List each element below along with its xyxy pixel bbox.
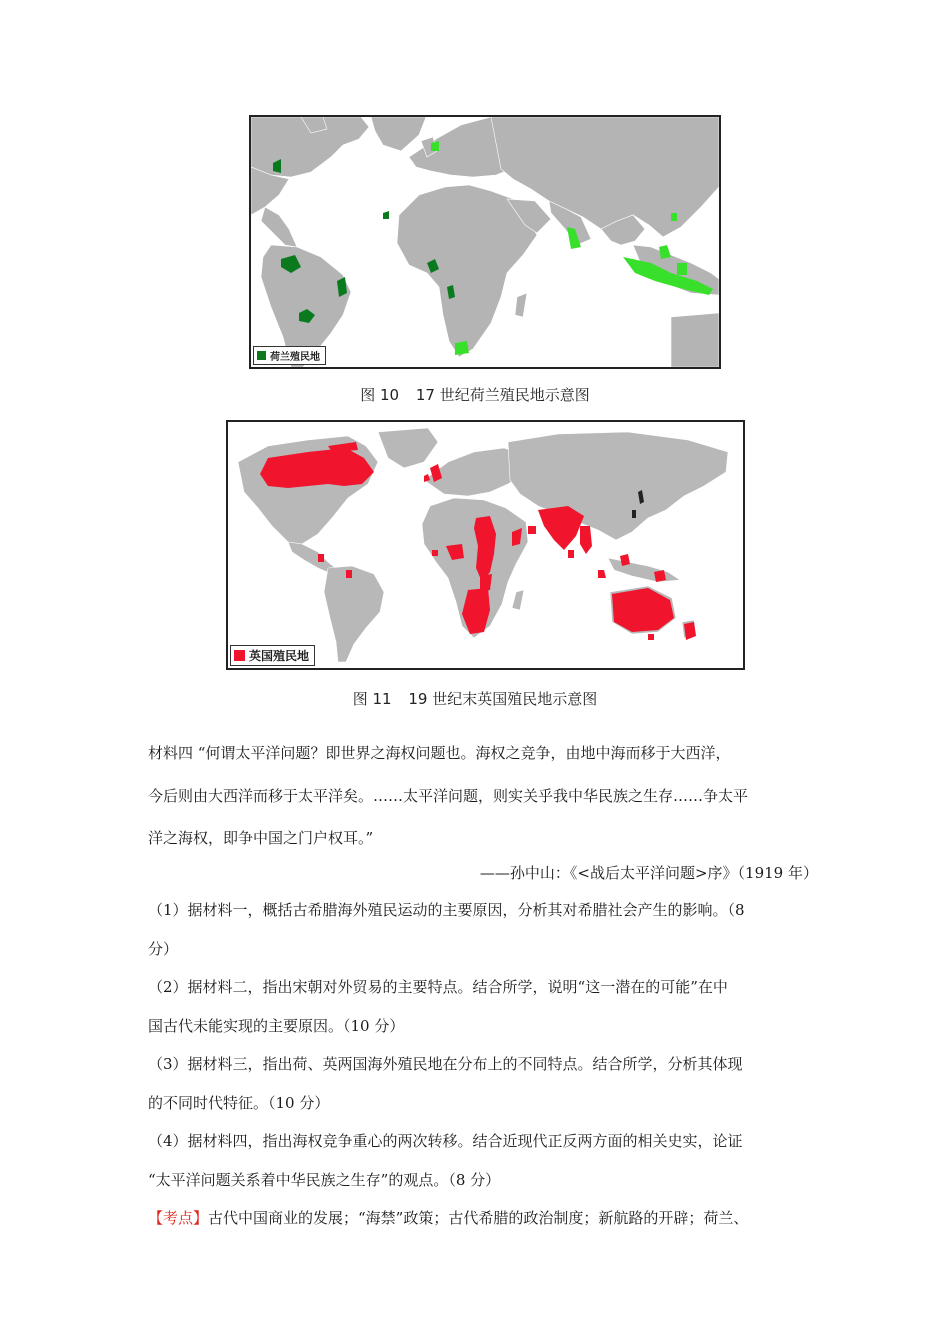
question-line: 的不同时代特征。（10 分） <box>148 1094 330 1112</box>
material4-line: 今后则由大西洋而移于太平洋矣。……太平洋问题，则实关乎我中华民族之生存……争太平 <box>148 787 749 805</box>
dutch-colonies-map <box>249 115 721 369</box>
legend-swatch <box>234 650 245 661</box>
legend-label: 荷兰殖民地 <box>270 352 320 363</box>
material4-source: ——孙中山：《<战后太平洋问题>序》（1919 年） <box>479 864 818 882</box>
question-line: （3）据材料三，指出荷、英两国海外殖民地在分布上的不同特点。结合所学，分析其体现 <box>148 1055 743 1073</box>
figure-caption <box>0 384 950 405</box>
figure-number: 图 11 <box>352 690 392 708</box>
question-line: 国古代未能实现的主要原因。（10 分） <box>148 1017 405 1035</box>
figure-caption <box>0 688 950 709</box>
british-colonies-map <box>226 420 745 670</box>
kaodian-line <box>148 1209 818 1228</box>
kaodian-label: 【考点】 <box>148 1209 209 1227</box>
kaodian-text: 古代中国商业的发展；“海禁”政策；古代希腊的政治制度；新航路的开辟；荷兰、 <box>208 1209 749 1227</box>
world-map-dutch <box>251 117 719 367</box>
question-line: （4）据材料四，指出海权竞争重心的两次转移。结合近现代正反两方面的相关史实，论证 <box>148 1132 743 1150</box>
question-line: （2）据材料二，指出宋朝对外贸易的主要特点。结合所学，说明“这一潜在的可能”在中 <box>148 978 728 996</box>
legend-swatch <box>257 351 266 360</box>
map-legend <box>253 346 326 365</box>
figure-number: 图 10 <box>360 386 400 404</box>
world-map-british <box>228 422 743 668</box>
legend-label: 英国殖民地 <box>249 649 310 663</box>
figure-title: 19 世纪末英国殖民地示意图 <box>408 690 598 708</box>
question-line: （1）据材料一，概括古希腊海外殖民运动的主要原因，分析其对希腊社会产生的影响。（8 <box>148 901 745 919</box>
map-legend <box>230 645 315 666</box>
material4-line: 材料四 “何谓太平洋问题？即世界之海权问题也。海权之竞争，由地中海而移于大西洋， <box>148 744 731 762</box>
figure-title: 17 世纪荷兰殖民地示意图 <box>415 386 590 404</box>
material4-line: 洋之海权，即争中国之门户权耳。” <box>148 829 374 847</box>
question-line: 分） <box>148 940 179 958</box>
question-line: “太平洋问题关系着中华民族之生存”的观点。（8 分） <box>148 1171 501 1189</box>
